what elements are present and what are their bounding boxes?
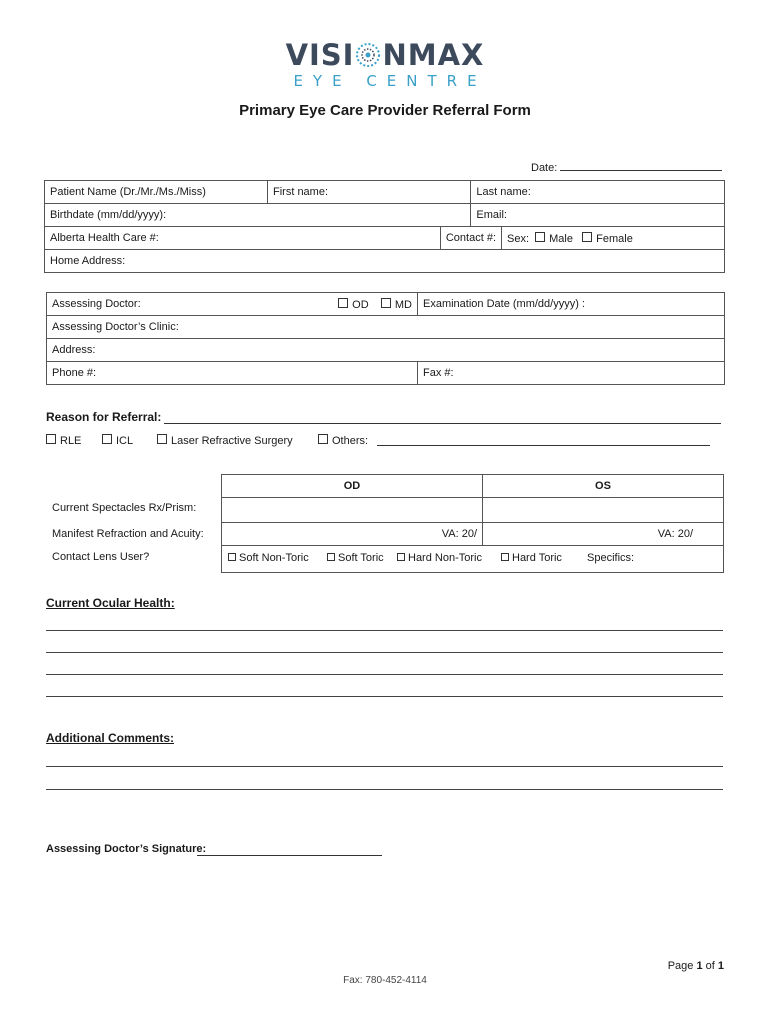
logo-wordmark (0, 38, 770, 72)
od-checkbox[interactable] (338, 298, 348, 308)
ocular-health-line-4[interactable] (46, 696, 723, 697)
signature-label: Assessing Doctor’s Signature: (46, 843, 207, 855)
signature-field[interactable] (197, 844, 382, 856)
lens-hard-toric[interactable]: Hard Toric (501, 552, 562, 564)
manifest-label: Manifest Refraction and Acuity: (52, 528, 204, 540)
contact-cell[interactable]: Contact #: (440, 227, 501, 250)
logo (0, 38, 770, 94)
health-care-cell[interactable]: Alberta Health Care #: (45, 227, 441, 250)
spectacles-od-cell[interactable] (222, 498, 483, 523)
md-checkbox[interactable] (381, 298, 391, 308)
lens-soft-nontoric[interactable]: Soft Non-Toric (228, 552, 309, 564)
email-cell[interactable]: Email: (471, 204, 725, 227)
reason-label: Reason for Referral: (46, 410, 162, 424)
doctor-info-table (46, 292, 725, 385)
contact-lens-cell (222, 546, 724, 573)
date-field[interactable] (560, 160, 722, 171)
lens-soft-toric[interactable]: Soft Toric (327, 552, 384, 564)
option-icl[interactable]: ICL (102, 434, 133, 447)
exam-date-cell[interactable]: Examination Date (mm/dd/yyyy) : (418, 293, 725, 316)
ocular-health-line-2[interactable] (46, 652, 723, 653)
footer-fax: Fax: 780-452-4114 (343, 975, 427, 986)
specifics-label: Specifics: (587, 552, 635, 564)
od-header: OD (222, 475, 483, 498)
option-laser[interactable]: Laser Refractive Surgery (157, 434, 293, 447)
option-others[interactable]: Others: (318, 434, 368, 447)
patient-name-cell[interactable]: Patient Name (Dr./Mr./Ms./Miss) (45, 181, 268, 204)
doctor-clinic-cell[interactable]: Assessing Doctor’s Clinic: (47, 316, 725, 339)
rx-table (221, 474, 724, 573)
sex-cell: Sex: Male Female (502, 227, 725, 250)
eye-logo-icon (355, 42, 381, 68)
logo-text-left: VISI (285, 38, 355, 72)
comments-line-2[interactable] (46, 789, 723, 790)
logo-text-right: NMAX (382, 38, 485, 72)
doctor-address-cell[interactable]: Address: (47, 339, 725, 362)
comments-line-1[interactable] (46, 766, 723, 767)
page-title: Primary Eye Care Provider Referral Form (239, 102, 531, 119)
spectacles-os-cell[interactable] (483, 498, 724, 523)
first-name-cell[interactable]: First name: (268, 181, 471, 204)
date-label: Date: (531, 162, 558, 174)
date-row (531, 160, 722, 174)
lens-hard-nontoric[interactable]: Hard Non-Toric (397, 552, 482, 564)
logo-subtitle: EYE CENTRE (293, 72, 487, 90)
phone-cell[interactable]: Phone #: (47, 362, 418, 385)
birthdate-cell[interactable]: Birthdate (mm/dd/yyyy): (45, 204, 471, 227)
assessing-doctor-cell[interactable]: Assessing Doctor: OD MD (47, 293, 418, 316)
page-number: Page 1 of 1 (667, 960, 724, 972)
patient-info-table (44, 180, 725, 273)
spectacles-label: Current Spectacles Rx/Prism: (52, 502, 197, 514)
comments-label: Additional Comments: (46, 731, 174, 745)
ocular-health-line-3[interactable] (46, 674, 723, 675)
last-name-cell[interactable]: Last name: (471, 181, 725, 204)
option-rle[interactable]: RLE (46, 434, 81, 447)
ocular-health-line-1[interactable] (46, 630, 723, 631)
home-address-cell[interactable]: Home Address: (45, 250, 725, 273)
male-checkbox[interactable] (535, 232, 545, 242)
reason-field[interactable] (164, 411, 721, 424)
manifest-os-cell[interactable]: VA: 20/ (483, 523, 724, 546)
fax-cell[interactable]: Fax #: (418, 362, 725, 385)
os-header: OS (483, 475, 724, 498)
female-checkbox[interactable] (582, 232, 592, 242)
others-field[interactable] (377, 434, 710, 446)
manifest-od-cell[interactable]: VA: 20/ (222, 523, 483, 546)
ocular-health-label: Current Ocular Health: (46, 596, 175, 610)
contact-lens-label: Contact Lens User? (52, 551, 150, 563)
